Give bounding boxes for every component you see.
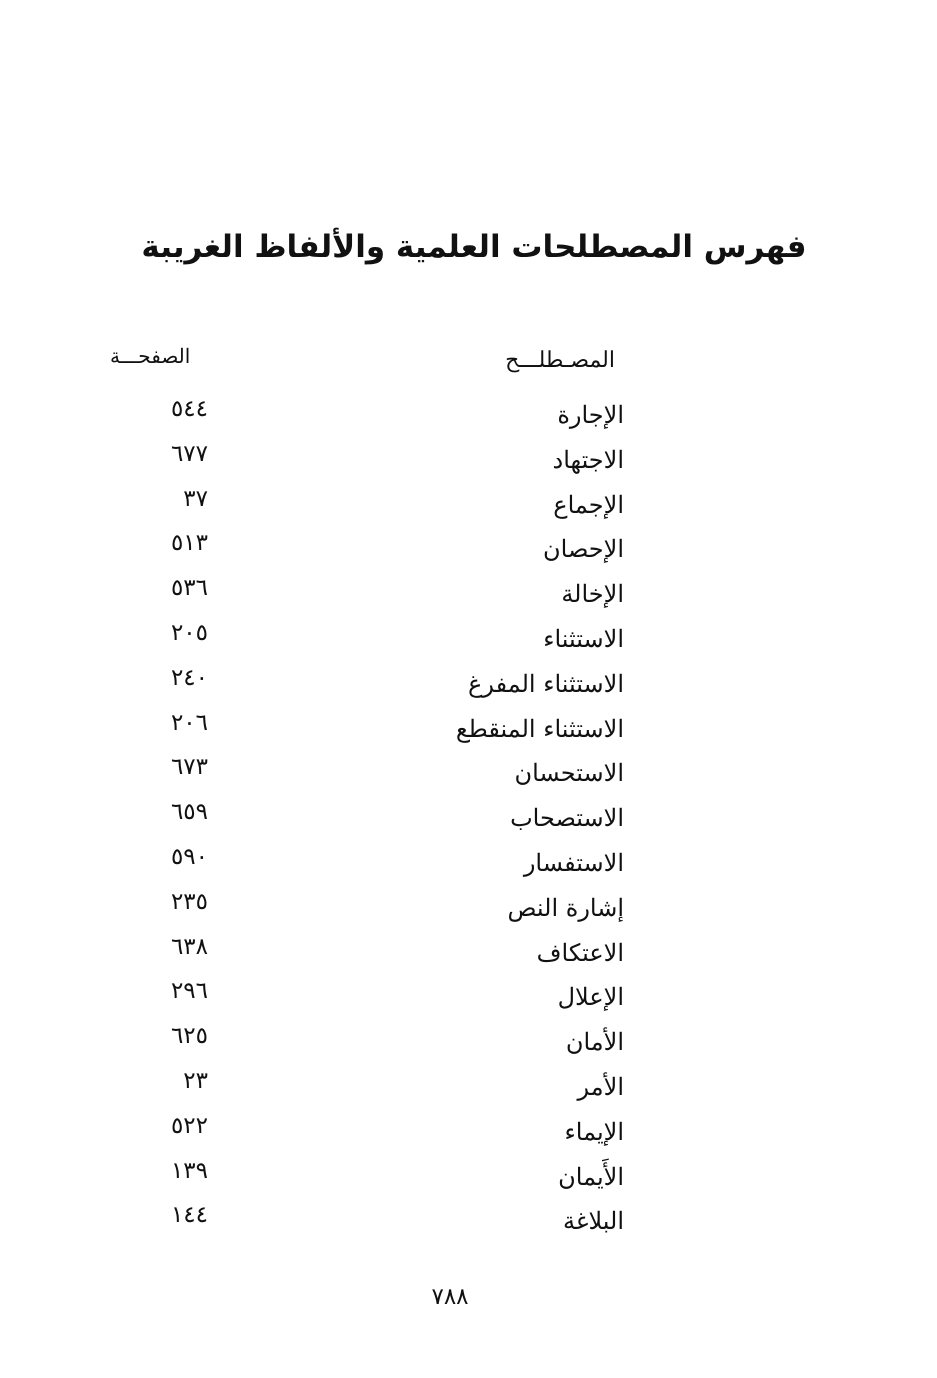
entry-term: الاستصحاب	[510, 804, 624, 833]
entry-term: الإعلال	[557, 983, 624, 1012]
entry-term: الاستحسان	[514, 759, 624, 788]
index-entry	[0, 975, 937, 1020]
entry-page-number: ٢٠٥	[170, 619, 208, 646]
index-entry	[0, 1020, 937, 1065]
entry-page-number: ١٣٩	[170, 1157, 208, 1184]
column-header-term: المصـطلـــح	[505, 348, 615, 373]
entry-term: الاستثناء المنقطع	[455, 714, 624, 743]
column-header-page: الصفحـــة	[110, 344, 191, 368]
entry-term: الأَيمان	[558, 1162, 624, 1191]
entry-term: الاستثناء	[543, 624, 624, 653]
index-entry	[0, 1155, 937, 1200]
entry-page-number: ٦٧٧	[170, 440, 208, 467]
entry-page-number: ٢٣٥	[170, 888, 208, 915]
entry-term: الأمان	[565, 1028, 624, 1057]
index-entry	[0, 527, 937, 572]
entry-page-number: ٦٣٨	[170, 933, 208, 960]
entry-term: الإجماع	[553, 490, 624, 519]
entry-term: الاستفسار	[523, 848, 624, 877]
index-entry	[0, 438, 937, 483]
entry-page-number: ٦٢٥	[170, 1023, 208, 1050]
page-title: فهرس المصطلحات العلمية والألفاظ الغريبة	[141, 229, 807, 265]
entry-term: الاعتكاف	[536, 938, 624, 967]
entry-term: الإحصان	[543, 535, 624, 564]
index-entry	[0, 707, 937, 752]
entry-page-number: ٥١٣	[170, 530, 208, 557]
index-entry	[0, 572, 937, 617]
entry-page-number: ٥٤٤	[170, 396, 208, 422]
entry-page-number: ١٤٤	[170, 1202, 208, 1229]
index-entry	[0, 751, 937, 796]
index-entry	[0, 662, 937, 707]
entry-term: الاستثناء المفرغ	[468, 669, 624, 698]
index-entry	[0, 796, 937, 841]
entry-term: الأمر	[577, 1072, 624, 1101]
entry-page-number: ٦٧٣	[170, 754, 208, 781]
entry-term: الإيماء	[564, 1117, 624, 1146]
entry-page-number: ٣٧	[183, 485, 208, 512]
entry-page-number: ٢٤٠	[170, 664, 208, 691]
entry-term: البلاغة	[563, 1207, 624, 1236]
entry-term: الإخالة	[561, 580, 624, 609]
entry-page-number: ٦٥٩	[170, 799, 208, 826]
entry-page-number: ٢٠٦	[170, 709, 208, 736]
entry-page-number: ٥٢٢	[170, 1112, 208, 1139]
index-entries-list	[0, 393, 937, 1244]
index-entry	[0, 1065, 937, 1110]
entry-term: إشارة النص	[507, 893, 624, 922]
entry-term: الاجتهاد	[552, 445, 624, 474]
index-entry	[0, 483, 937, 528]
index-entry	[0, 617, 937, 662]
entry-page-number: ٥٣٦	[170, 575, 208, 602]
index-entry	[0, 1110, 937, 1155]
entry-term: الإجارة	[557, 401, 624, 429]
entry-page-number: ٢٣	[183, 1067, 208, 1094]
index-entry	[0, 841, 937, 886]
index-entry	[0, 886, 937, 931]
entry-page-number: ٢٩٦	[170, 978, 208, 1005]
index-entry	[0, 1199, 937, 1244]
entry-page-number: ٥٩٠	[170, 843, 208, 870]
index-entry	[0, 393, 937, 438]
index-entry	[0, 931, 937, 976]
page-number: ٧٨٨	[431, 1284, 469, 1310]
